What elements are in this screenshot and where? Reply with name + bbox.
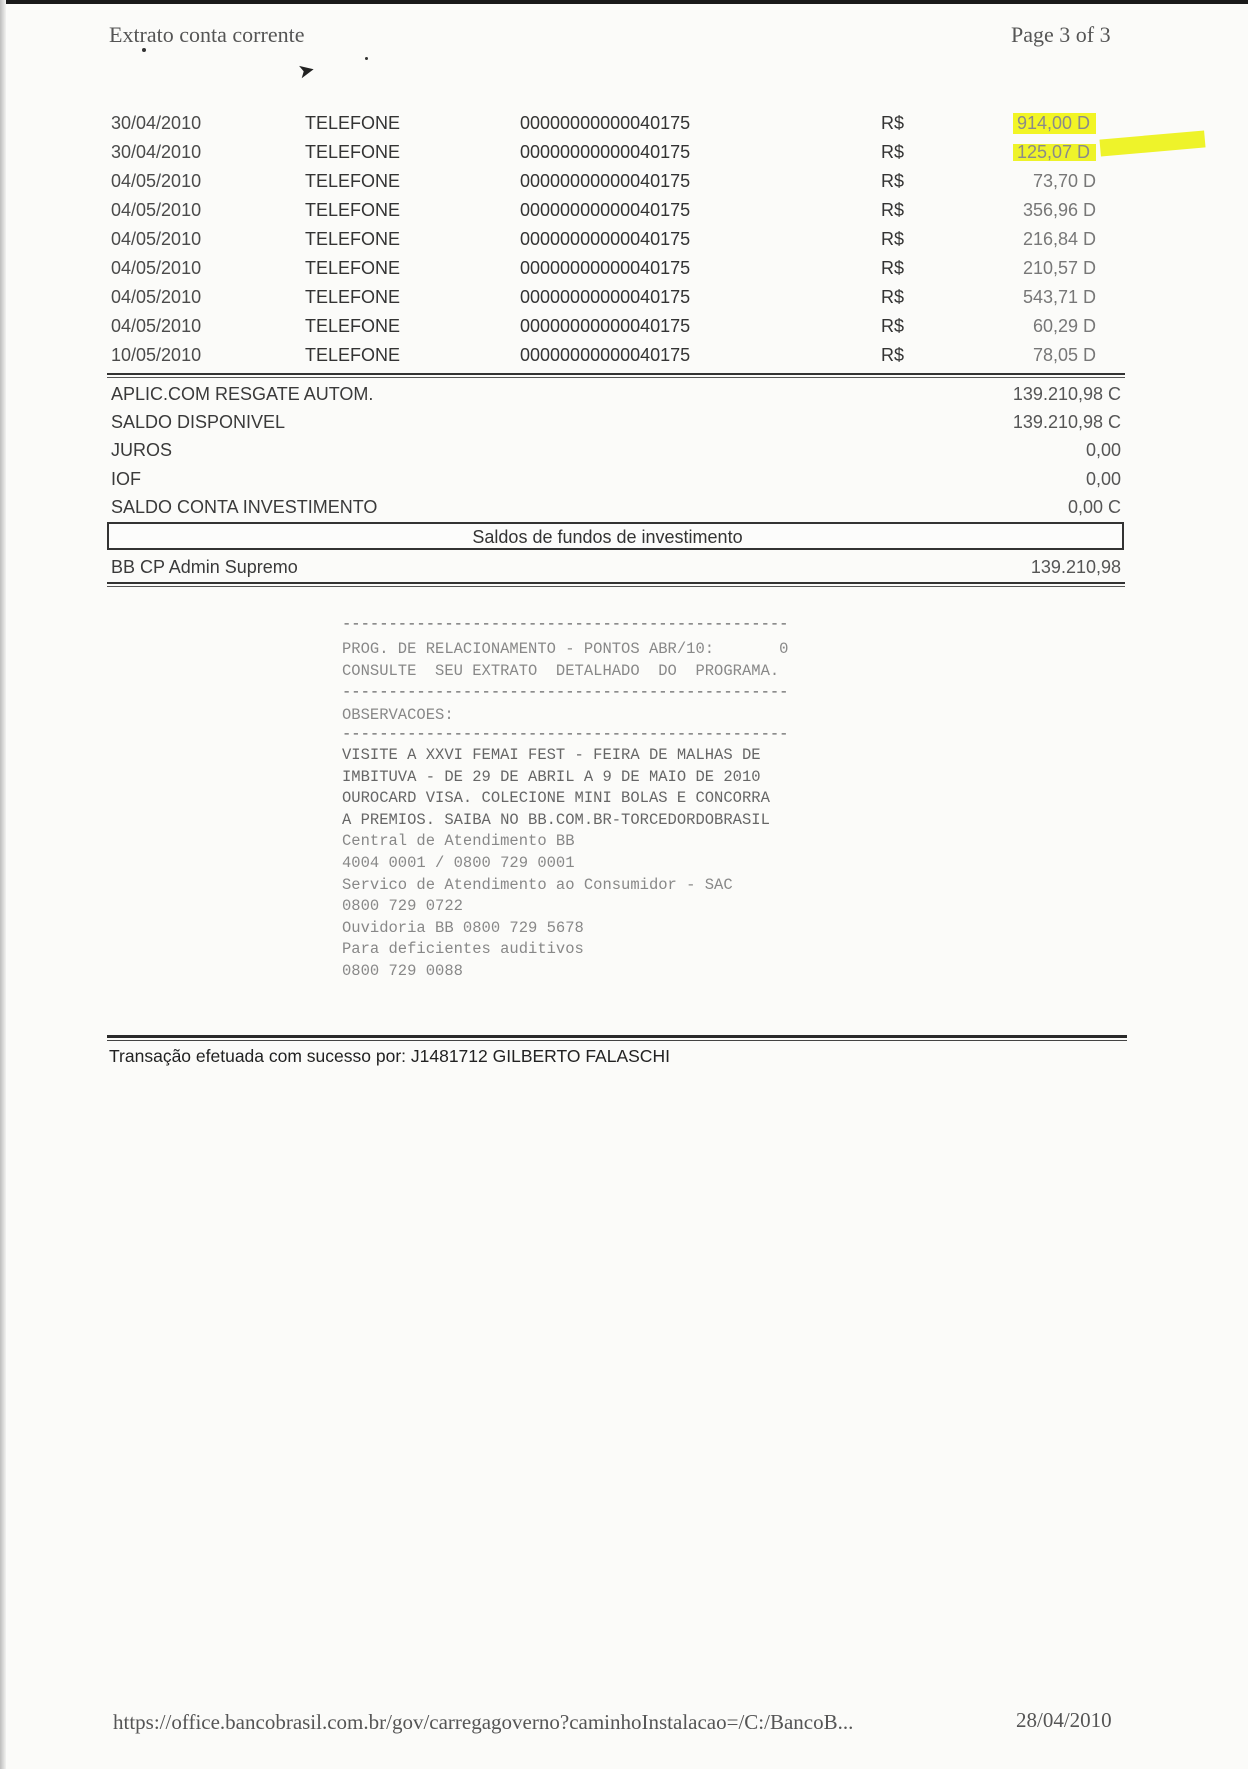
observations-label: OBSERVACOES:: [342, 706, 454, 724]
observation-line: Servico de Atendimento ao Consumidor - SAC: [342, 875, 733, 894]
transaction-date: 30/04/2010: [111, 142, 202, 162]
transaction-document: 00000000000040175: [520, 287, 691, 307]
observation-line: OUROCARD VISA. COLECIONE MINI BOLAS E CONCORRA: [342, 789, 770, 808]
transaction-currency: R$: [881, 287, 905, 307]
observation-line: VISITE A XXVI FEMAI FEST - FEIRA DE MALHAS DE: [342, 746, 761, 764]
transaction-description: TELEFONE: [305, 287, 401, 307]
fund-value: 139.210,98: [1030, 557, 1121, 577]
summary-label: IOF: [111, 469, 141, 489]
transaction-document: 00000000000040175: [520, 142, 691, 162]
transaction-amount: 543,71 D: [1022, 287, 1096, 307]
transaction-description: TELEFONE: [305, 229, 401, 249]
transaction-row: [0, 255, 1248, 284]
transaction-date: 04/05/2010: [111, 287, 202, 307]
summary-label: JUROS: [111, 440, 173, 460]
summary-row: [0, 466, 1248, 494]
transaction-amount: 216,84 D: [1022, 229, 1096, 249]
summary-label: APLIC.COM RESGATE AUTOM.: [111, 384, 374, 404]
transaction-document: 00000000000040175: [520, 229, 691, 249]
obs-divider: ------------------------------------------------: [342, 725, 789, 743]
footer-divider: [107, 1035, 1127, 1041]
transaction-document: 00000000000040175: [520, 345, 691, 365]
transaction-currency: R$: [881, 142, 905, 162]
funds-title: Saldos de fundos de investimento: [472, 527, 743, 547]
observation-line: Ouvidoria BB 0800 729 5678: [342, 918, 584, 937]
transaction-status: Transação efetuada com sucesso por: J1481712 GILBERTO FALASCHI: [109, 1046, 670, 1066]
summary-label: SALDO DISPONIVEL: [111, 412, 286, 432]
transaction-row: [0, 168, 1248, 197]
transaction-row: [0, 342, 1248, 371]
summary-value: 0,00: [1085, 440, 1121, 460]
transaction-description: TELEFONE: [305, 258, 401, 278]
transaction-row: [0, 226, 1248, 255]
observation-line: Central de Atendimento BB: [342, 832, 575, 851]
observation-line: 0800 729 0722: [342, 897, 463, 916]
transaction-description: TELEFONE: [305, 171, 401, 191]
transaction-currency: R$: [881, 345, 905, 365]
summary-label: SALDO CONTA INVESTIMENTO: [111, 497, 378, 517]
transaction-document: 00000000000040175: [520, 113, 691, 133]
summary-value: 0,00: [1085, 469, 1121, 489]
transaction-amount: 356,96 D: [1022, 200, 1096, 220]
observation-line: A PREMIOS. SAIBA NO BB.COM.BR-TORCEDORDOBRASIL: [342, 810, 770, 829]
transaction-date: 30/04/2010: [111, 113, 202, 133]
transaction-amount: 125,07 D: [1013, 142, 1096, 163]
obs-divider: ------------------------------------------------: [342, 615, 789, 633]
transaction-description: TELEFONE: [305, 142, 401, 162]
page-top-edge: [0, 0, 1248, 4]
transaction-document: 00000000000040175: [520, 171, 691, 191]
transaction-amount: 914,00 D: [1013, 113, 1096, 134]
print-date: 28/04/2010: [1016, 1708, 1112, 1732]
transaction-date: 04/05/2010: [111, 200, 202, 220]
transaction-date: 10/05/2010: [111, 345, 202, 365]
program-consult-line: CONSULTE SEU EXTRATO DETALHADO DO PROGRAMA.: [342, 662, 780, 680]
summary-row: [0, 494, 1248, 522]
transaction-date: 04/05/2010: [111, 229, 202, 249]
summary-value: 0,00 C: [1067, 497, 1121, 517]
summary-row: [0, 409, 1248, 437]
scan-artifact: [365, 57, 368, 60]
observation-line: IMBITUVA - DE 29 DE ABRIL A 9 DE MAIO DE 2010: [342, 767, 761, 786]
transaction-amount: 60,29 D: [1032, 316, 1096, 336]
transaction-currency: R$: [881, 258, 905, 278]
transaction-date: 04/05/2010: [111, 258, 202, 278]
observation-line: Para deficientes auditivos: [342, 940, 584, 959]
transaction-amount: 210,57 D: [1022, 258, 1096, 278]
transaction-row: [0, 313, 1248, 342]
funds-header-box: [107, 522, 1124, 550]
transactions-divider: [107, 373, 1125, 378]
summary-value: 139.210,98 C: [1012, 412, 1121, 432]
transaction-row: [0, 139, 1248, 168]
observation-line: 0800 729 0088: [342, 962, 463, 980]
transaction-row: [0, 110, 1248, 139]
transaction-currency: R$: [881, 113, 905, 133]
observation-line: 4004 0001 / 0800 729 0001: [342, 854, 575, 872]
scan-artifact-mark: ➤: [296, 58, 317, 84]
transaction-amount: 78,05 D: [1032, 345, 1096, 365]
transaction-amount: 73,70 D: [1032, 171, 1096, 191]
scan-artifact: [142, 48, 146, 52]
obs-divider: ------------------------------------------------: [342, 683, 789, 701]
summary-row: [0, 381, 1248, 409]
transaction-date: 04/05/2010: [111, 171, 202, 191]
transaction-row: [0, 197, 1248, 226]
transaction-description: TELEFONE: [305, 113, 401, 133]
fund-name: BB CP Admin Supremo: [111, 557, 298, 577]
transaction-document: 00000000000040175: [520, 316, 691, 336]
funds-divider: [107, 582, 1125, 587]
fund-row: [0, 554, 1248, 582]
transaction-description: TELEFONE: [305, 345, 401, 365]
document-title: Extrato conta corrente: [109, 22, 305, 47]
transaction-currency: R$: [881, 316, 905, 336]
transaction-row: [0, 284, 1248, 313]
summary-value: 139.210,98 C: [1012, 384, 1121, 404]
program-points-line: PROG. DE RELACIONAMENTO - PONTOS ABR/10: 0: [342, 640, 789, 658]
print-url: https://office.bancobrasil.com.br/gov/carregagoverno?caminhoInstalacao=/C:/BancoB...: [113, 1710, 854, 1734]
page-number: Page 3 of 3: [1011, 22, 1111, 47]
transaction-currency: R$: [881, 200, 905, 220]
transaction-document: 00000000000040175: [520, 258, 691, 278]
transaction-description: TELEFONE: [305, 316, 401, 336]
transaction-description: TELEFONE: [305, 200, 401, 220]
transaction-document: 00000000000040175: [520, 200, 691, 220]
summary-row: [0, 437, 1248, 465]
transaction-currency: R$: [881, 171, 905, 191]
transaction-currency: R$: [881, 229, 905, 249]
transaction-date: 04/05/2010: [111, 316, 202, 336]
